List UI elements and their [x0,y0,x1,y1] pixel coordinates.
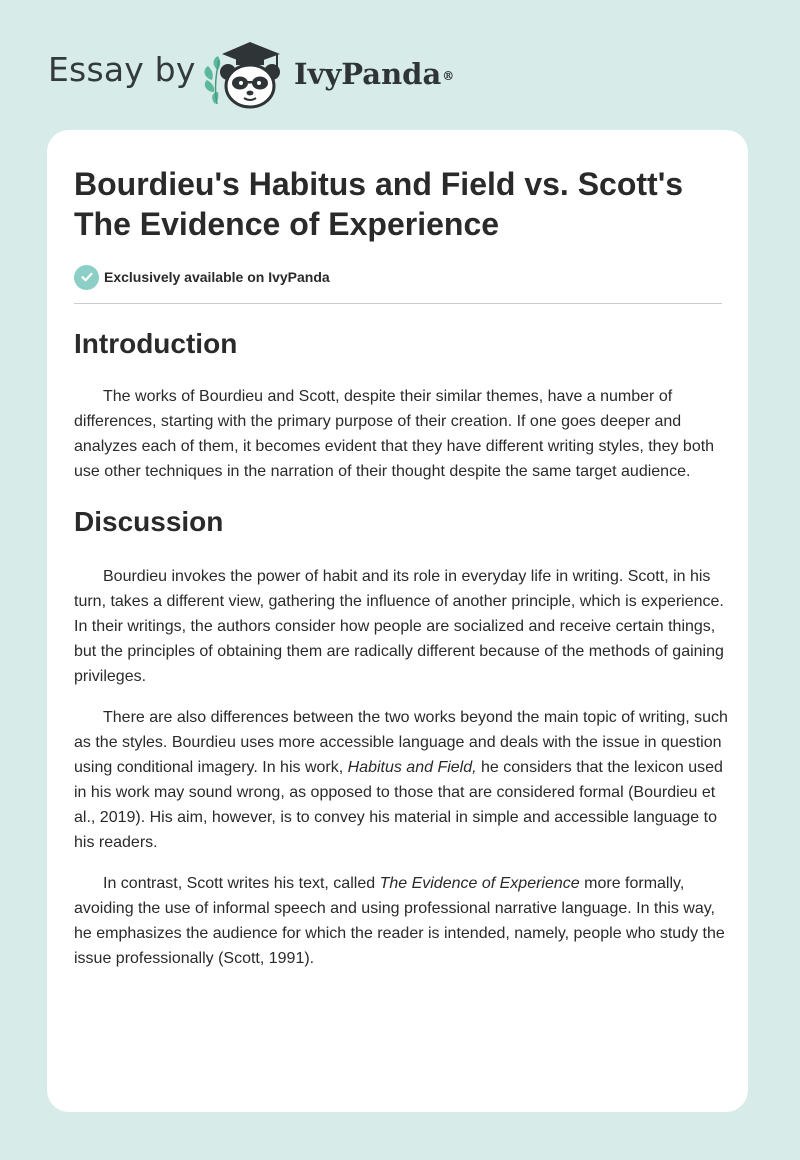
article-title: Bourdieu's Habitus and Field vs. Scott's The Evidence of Experience [74,166,684,242]
check-circle-icon [74,265,99,290]
paragraph-text: he considers that the lexicon used in his work may sound wrong, as opposed to those that are considered formal (Bourdieu et al., 2019). His aim, however, is to convey his material in simple and accessible language to his readers. [74,759,723,851]
divider [74,303,722,304]
paragraph [74,705,729,855]
book-title: The Evidence of Experience [379,875,580,892]
badge-label: Exclusively available on IvyPanda [104,269,330,285]
exclusive-badge [74,264,330,290]
paragraph-text: There are also differences between the two works beyond the main topic of writing, such as the styles. Bourdieu uses more accessible language and deals with the issue in question using conditional imagery. In his work, [74,709,728,776]
article-card [47,130,748,1112]
essay-by-label: Essay by [48,50,196,89]
paragraph-text: more formally, avoiding the use of informal speech and using professional narrative language. In this way, he emphasizes the audience for which the reader is intended, namely, people who study the issue professionally (Scott, 1991). [74,875,725,967]
paragraph: Bourdieu invokes the power of habit and its role in everyday life in writing. Scott, in his turn, takes a different view, gathering the influence of another principle, which is experience. In their writings, the authors consider how people are socialized and receive certain things, but the principles of obtaining them are radically different because of the methods of gaining privileges. [74,568,724,685]
article-body [74,320,729,971]
section-heading-introduction: Introduction [74,328,238,359]
site-header [0,0,800,128]
section-heading-discussion: Discussion [74,506,224,537]
paragraph: The works of Bourdieu and Scott, despite their similar themes, have a number of differences, starting with the primary purpose of their creation. If one goes deeper and analyzes each of them, it becomes evident that they have different writing styles, they both use other techniques in the narration of their thought despite the same target audience. [74,388,715,480]
panda-graduate-icon [200,34,292,110]
brand-logo-text[interactable]: IvyPanda® [294,57,455,91]
paragraph [74,871,729,971]
paragraph-text: In contrast, Scott writes his text, called [103,875,380,892]
book-title: Habitus and Field, [347,759,477,776]
